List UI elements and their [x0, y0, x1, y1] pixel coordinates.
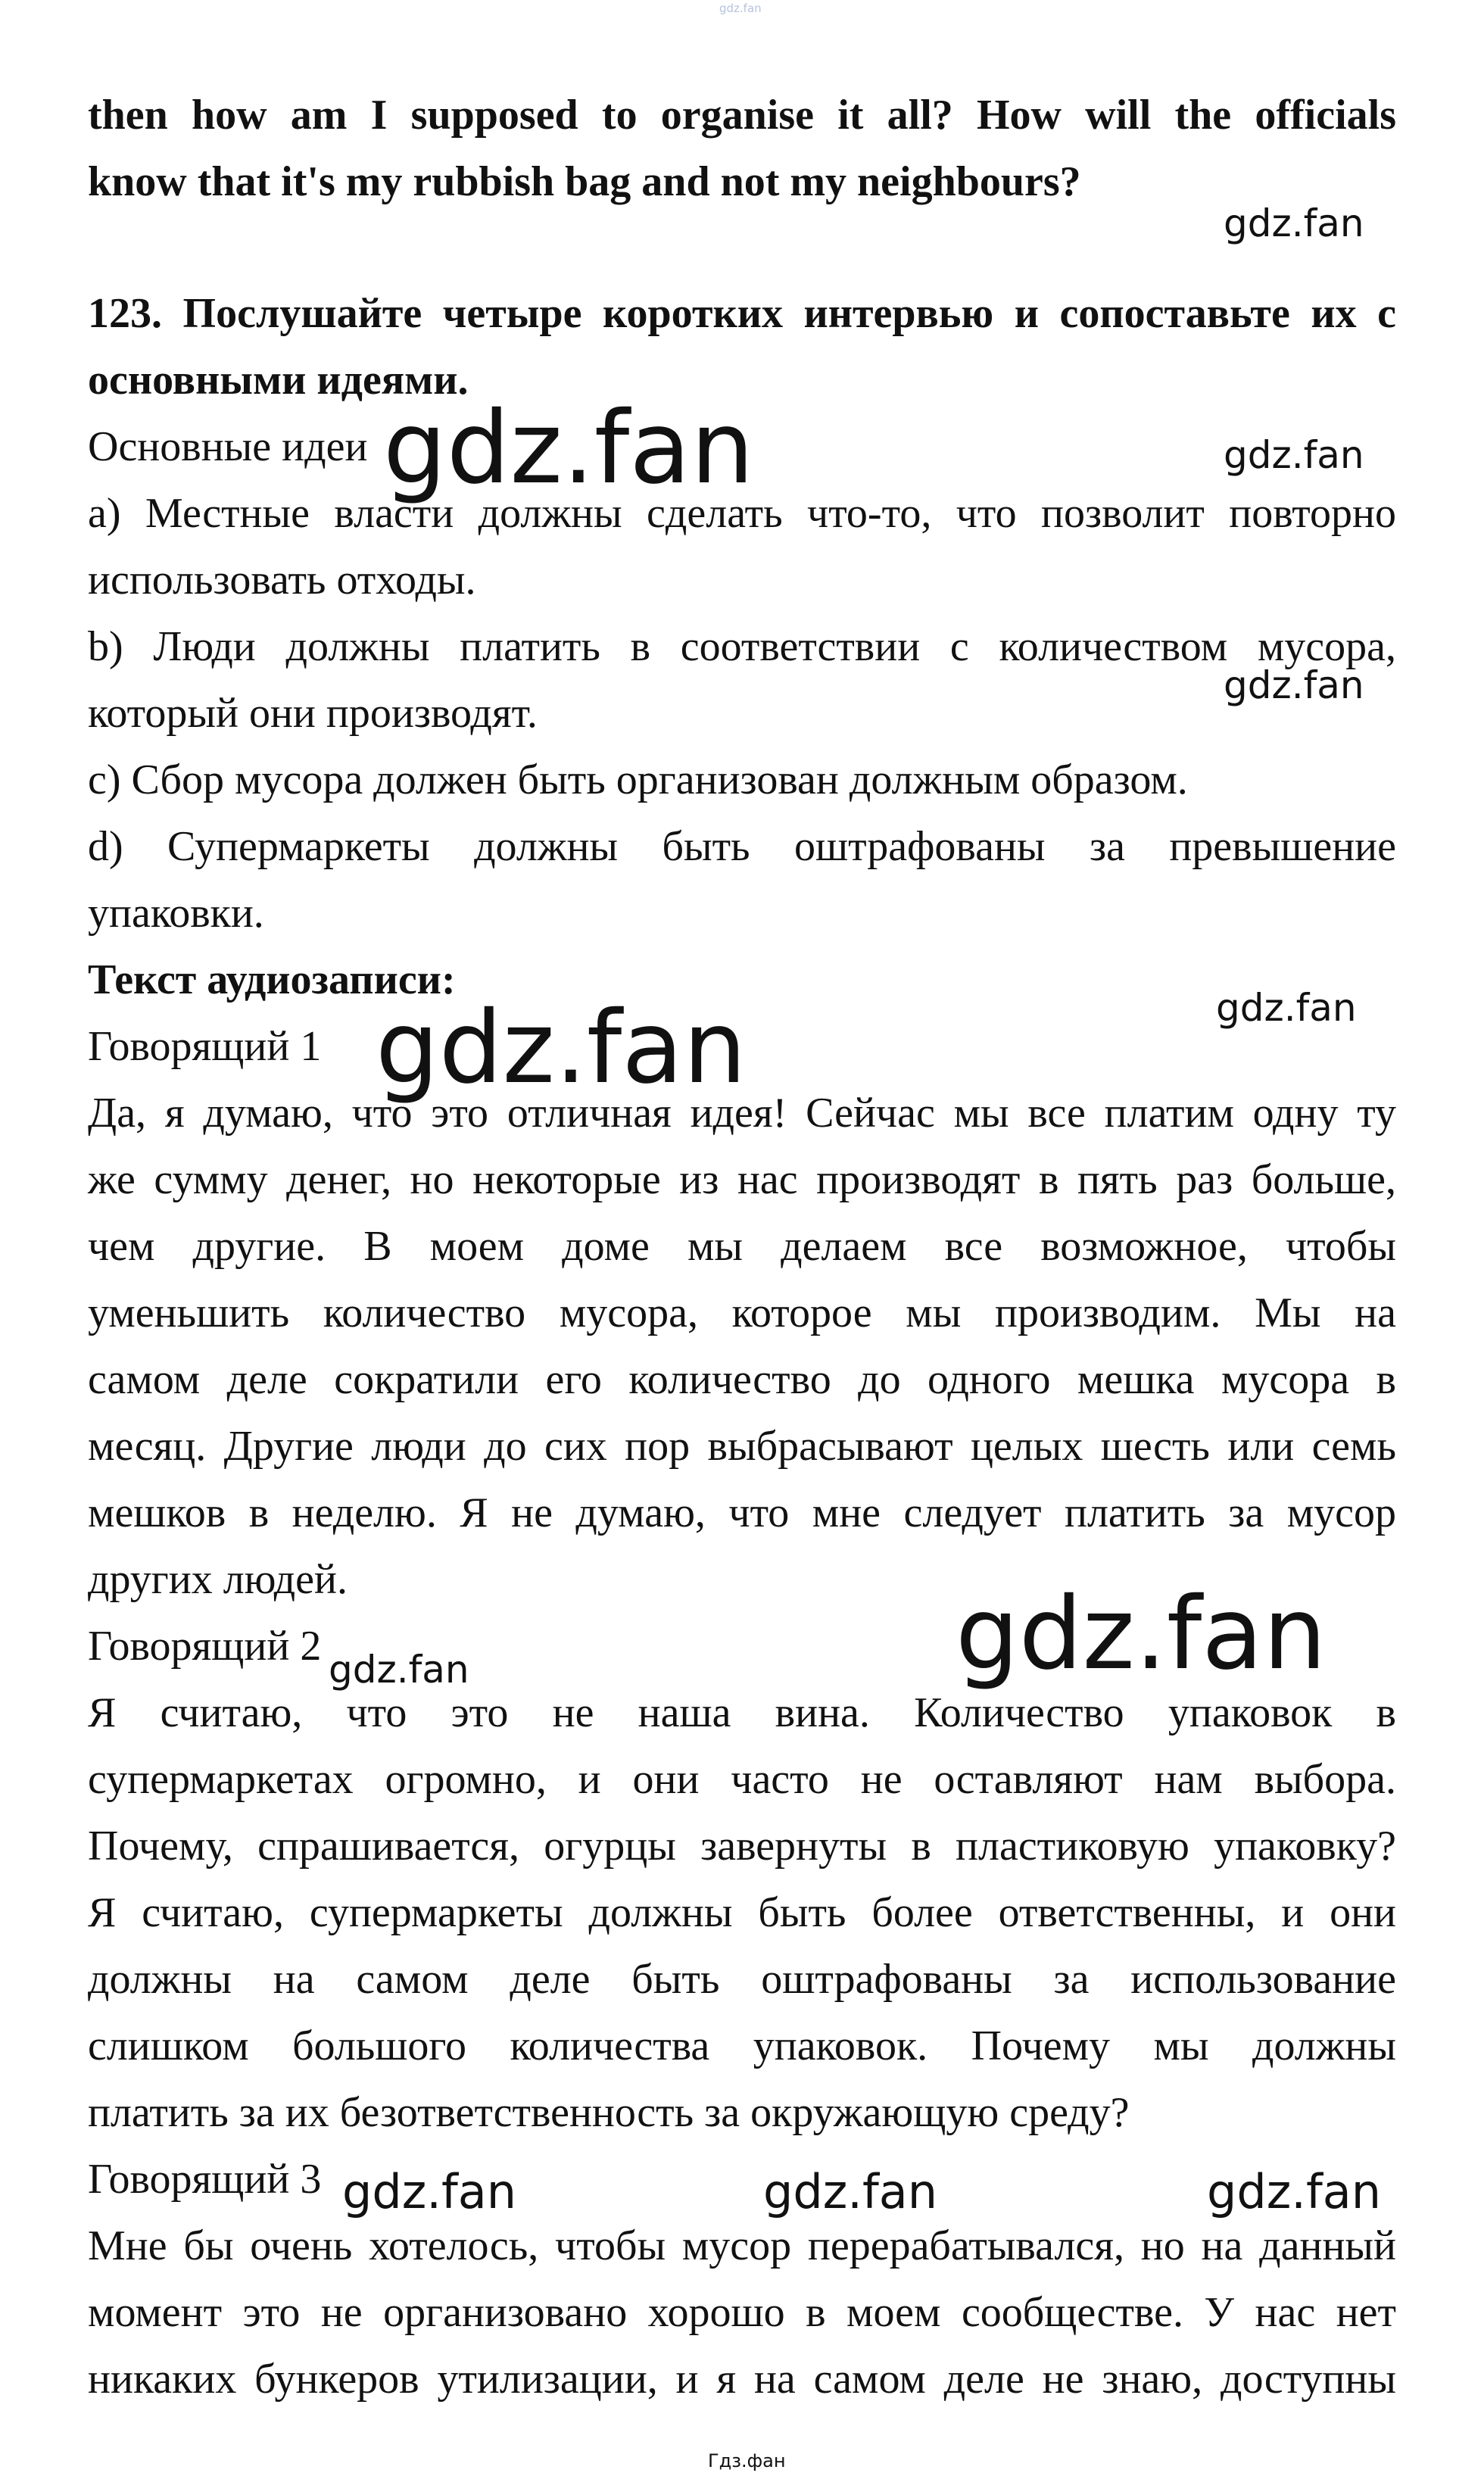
- footer-watermark: Гдз.фан: [708, 2450, 786, 2471]
- text-line: никаких бункеров утилизации, и я на самом деле не знаю, доступны: [88, 2356, 1396, 2403]
- header-watermark: gdz.fan: [719, 2, 762, 15]
- exercise-heading: 123. Послушайте четыре коротких интервью и сопоставьте их с: [88, 290, 1396, 337]
- watermark: gdz.fan: [1224, 663, 1364, 707]
- text-line: then how am I supposed to organise it all? How will the officials: [88, 92, 1396, 139]
- watermark: gdz.fan: [342, 2164, 517, 2219]
- watermark: gdz.fan: [1207, 2164, 1382, 2219]
- text-line: же сумму денег, но некоторые из нас производят в пять раз больше,: [88, 1156, 1396, 1203]
- idea-item: d) Супермаркеты должны быть оштрафованы за превышение: [88, 823, 1396, 870]
- speaker-label: Говорящий 2: [88, 1623, 322, 1670]
- text-line: самом деле сократили его количество до одного мешка мусора в: [88, 1356, 1396, 1403]
- text-line: Я считаю, что это не наша вина. Количество упаковок в: [88, 1689, 1396, 1736]
- watermark: gdz.fan: [956, 1576, 1327, 1692]
- speaker-label: Говорящий 3: [88, 2156, 322, 2203]
- text-line: чем другие. В моем доме мы делаем все возможное, чтобы: [88, 1223, 1396, 1270]
- idea-item: b) Люди должны платить в соответствии с количеством мусора,: [88, 623, 1396, 670]
- watermark: gdz.fan: [1224, 433, 1364, 477]
- watermark: gdz.fan: [329, 1648, 469, 1692]
- text-line: слишком большого количества упаковок. Почему мы должны: [88, 2022, 1396, 2069]
- text-line: Почему, спрашивается, огурцы завернуты в пластиковую упаковку?: [88, 1823, 1396, 1870]
- section-label: Основные идеи: [88, 423, 368, 470]
- text-line: уменьшить количество мусора, которое мы производим. Мы на: [88, 1290, 1396, 1336]
- transcript-heading: Текст аудиозаписи:: [88, 956, 456, 1003]
- watermark: gdz.fan: [763, 2164, 938, 2219]
- text-line: Я считаю, супермаркеты должны быть более ответственны, и они: [88, 1889, 1396, 1936]
- text-line: месяц. Другие люди до сих пор выбрасывают целых шесть или семь: [88, 1423, 1396, 1470]
- idea-item: использовать отходы.: [88, 557, 476, 603]
- text-line: других людей.: [88, 1556, 348, 1603]
- watermark: gdz.fan: [383, 390, 754, 507]
- text-line: момент это не организовано хорошо в моем сообществе. У нас нет: [88, 2289, 1396, 2336]
- text-line: Да, я думаю, что это отличная идея! Сейчас мы все платим одну ту: [88, 1090, 1396, 1137]
- text-line: know that it's my rubbish bag and not my neighbours?: [88, 158, 1081, 205]
- text-line: мешков в неделю. Я не думаю, что мне следует платить за мусор: [88, 1489, 1396, 1536]
- text-line: Мне бы очень хотелось, чтобы мусор перерабатывался, но на данный: [88, 2222, 1396, 2269]
- idea-item: c) Сбор мусора должен быть организован должным образом.: [88, 756, 1188, 803]
- speaker-label: Говорящий 1: [88, 1023, 322, 1070]
- idea-item: упаковки.: [88, 890, 264, 937]
- text-line: должны на самом деле быть оштрафованы за использование: [88, 1956, 1396, 2003]
- exercise-heading: основными идеями.: [88, 357, 469, 404]
- watermark: gdz.fan: [1224, 201, 1364, 245]
- idea-item: a) Местные власти должны сделать что-то, что позволит повторно: [88, 490, 1396, 537]
- watermark: gdz.fan: [376, 990, 747, 1106]
- idea-item: который они производят.: [88, 690, 538, 737]
- watermark: gdz.fan: [1216, 986, 1357, 1030]
- text-line: супермаркетах огромно, и они часто не оставляют нам выбора.: [88, 1756, 1396, 1803]
- text-line: платить за их безответственность за окружающую среду?: [88, 2089, 1130, 2136]
